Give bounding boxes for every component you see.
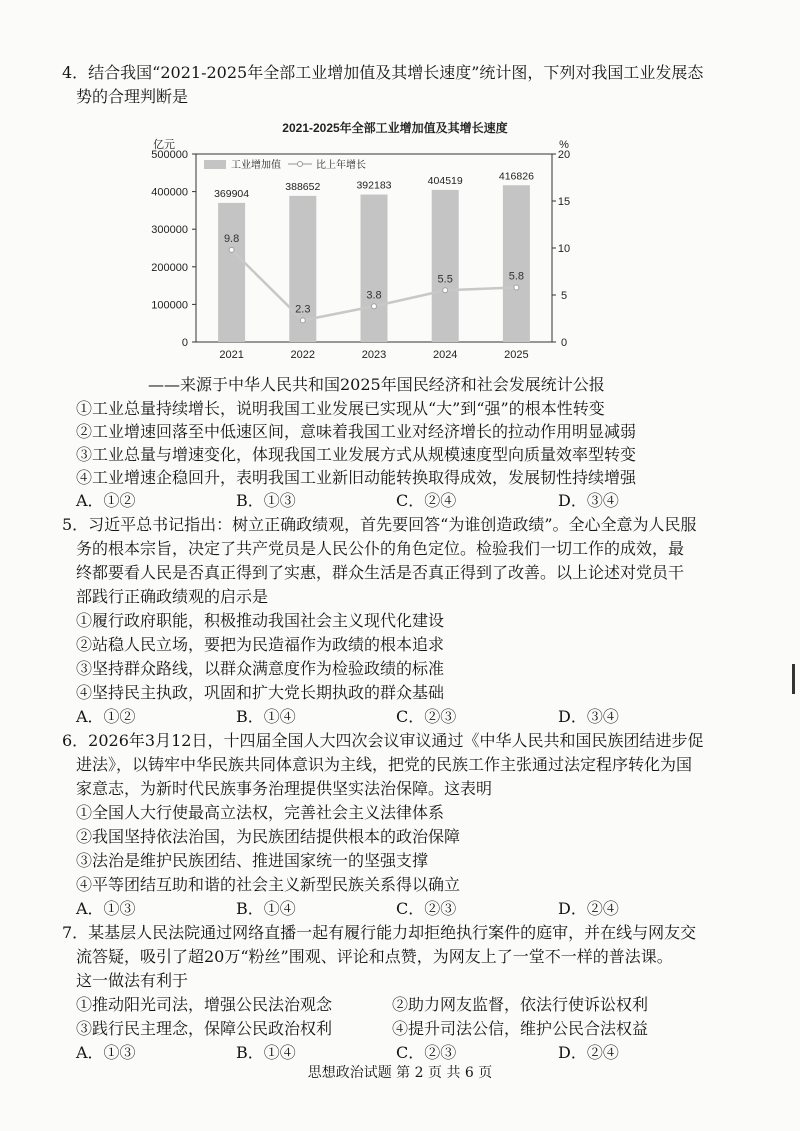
bar-value-label: 369904 <box>214 187 250 200</box>
x-axis-tick-label: 2024 <box>432 349 458 361</box>
q5-item-1: ①履行政府职能，积极推动我国社会主义现代化建设 <box>76 611 445 630</box>
q5-item-4: ④坚持民主执政，巩固和扩大党长期执政的群众基础 <box>76 683 445 702</box>
x-axis-tick-label: 2021 <box>219 349 244 361</box>
bar <box>432 190 459 342</box>
q6-item-4: ④平等团结互助和谐的社会主义新型民族关系得以确立 <box>76 875 461 894</box>
q6-item-3: ③法治是维护民族团结、推进国家统一的坚强支撑 <box>76 851 429 870</box>
left-axis-tick-label: 400000 <box>151 186 188 199</box>
x-axis-tick-label: 2023 <box>361 349 387 361</box>
right-axis-unit: % <box>559 139 569 151</box>
q6-option-a[interactable]: A．①③ <box>76 899 136 918</box>
chart-title: 2021-2025年全部工业增加值及其增长速度 <box>282 121 508 135</box>
growth-point <box>514 285 519 290</box>
q6-option-b[interactable]: B．①④ <box>236 899 296 918</box>
left-axis-tick-label: 500000 <box>151 149 188 161</box>
left-axis-tick-label: 100000 <box>151 299 188 312</box>
bar-value-label: 388652 <box>285 180 321 193</box>
growth-value-label: 3.8 <box>366 289 382 302</box>
q5-stem-line-3: 终都要看人民是否真正得到了实惠，群众生活是否真正得到了改善。以上论述对党员干 <box>76 563 685 582</box>
q5-option-a[interactable]: A．①② <box>76 707 136 726</box>
page-footer: 思想政治试题 第 2 页 共 6 页 <box>307 1065 493 1081</box>
right-axis-tick-label: 10 <box>557 243 571 255</box>
q5-item-2: ②站稳人民立场，要把为民造福作为政绩的根本追求 <box>76 635 445 654</box>
right-axis-tick-label: 15 <box>557 196 571 208</box>
left-axis-tick-label: 0 <box>181 337 188 349</box>
x-axis-tick-label: 2022 <box>290 349 316 361</box>
q4-option-b[interactable]: B．①③ <box>236 491 296 510</box>
q7-item-4: ④提升司法公信，维护公民合法权益 <box>392 1019 649 1038</box>
q5-option-c[interactable]: C．②③ <box>396 707 457 726</box>
q6-stem-line-1: 6．2026年3月12日，十四届全国人大四次会议审议通过《中华人民共和国民族团结进步促 <box>62 731 704 750</box>
left-axis-tick-label: 200000 <box>151 261 188 274</box>
growth-value-label: 9.8 <box>223 232 240 245</box>
bar <box>361 195 388 342</box>
q5-item-3: ③坚持群众路线，以群众满意度作为检验政绩的标准 <box>76 659 445 678</box>
q6-stem-line-2: 进法》，以铸牢中华民族共同体意识为主线，把党的民族工作主张通过法定程序转化为国 <box>76 755 693 774</box>
q4-item-2: ②工业增速回落至中低速区间，意味着我国工业对经济增长的拉动作用明显减弱 <box>76 422 637 441</box>
q4-stem-line-2: 势的合理判断是 <box>76 87 189 106</box>
growth-point <box>443 288 448 293</box>
x-axis-tick-label: 2025 <box>504 349 529 361</box>
legend-line-marker <box>298 162 303 167</box>
q6-stem-line-3: 家意志，为新时代民族事务治理提供坚实法治保障。这表明 <box>76 779 493 798</box>
q7-item-2: ②助力网友监督，依法行使诉讼权利 <box>392 995 649 1014</box>
q7-item-3: ③践行民主理念，保障公民政治权利 <box>76 1019 333 1038</box>
q5-options <box>76 706 736 728</box>
growth-value-label: 5.5 <box>437 273 453 286</box>
growth-value-label: 5.8 <box>508 270 525 283</box>
q6-item-2: ②我国坚持依法治国，为民族团结提供根本的政治保障 <box>76 827 461 846</box>
q7-option-c[interactable]: C．②③ <box>396 1043 457 1062</box>
q5-stem-line-4: 部践行正确政绩观的启示是 <box>76 587 269 606</box>
q4-item-3: ③工业总量与增速变化，体现我国工业发展方式从规模速度型向质量效率型转变 <box>76 445 637 464</box>
growth-point <box>229 247 234 252</box>
q5-stem-line-1: 5．习近平总书记指出：树立正确政绩观，首先要回答“为谁创造政绩”。全心全意为人民服 <box>62 515 697 534</box>
q4-option-c[interactable]: C．②④ <box>396 491 457 510</box>
chart-legend <box>204 158 366 171</box>
plot-area <box>151 149 570 361</box>
q7-option-b[interactable]: B．①④ <box>236 1043 296 1062</box>
growth-value-label: 2.3 <box>295 303 311 316</box>
q5-option-d[interactable]: D．③④ <box>558 707 619 726</box>
industry-chart <box>140 116 590 362</box>
right-axis-tick-label: 0 <box>560 337 568 349</box>
q7-stem-line-2: 流答疑，吸引了超20万“粉丝”围观、评论和点赞，为网友上了一堂不一样的普法课。 <box>76 947 673 966</box>
q7-stem-line-1: 7．某基层人民法院通过网络直播一起有履行能力却拒绝执行案件的庭审，并在线与网友交 <box>62 923 697 942</box>
q7-items-row-2 <box>76 1018 736 1040</box>
q4-option-a[interactable]: A．①② <box>76 491 136 510</box>
bar-value-label: 404519 <box>427 174 463 187</box>
q6-options <box>76 898 736 920</box>
bar-value-label: 416826 <box>498 170 534 183</box>
q7-items-row-1 <box>76 994 736 1016</box>
q4-options <box>76 490 736 512</box>
q5-stem-line-2: 务的根本宗旨，决定了共产党员是人民公仆的角色定位。检验我们一切工作的成效，最 <box>76 539 685 558</box>
q6-option-c[interactable]: C．②③ <box>396 899 457 918</box>
bar <box>218 203 245 342</box>
q4-stem-line-1: 4．结合我国“2021-2025年全部工业增加值及其增长速度”统计图，下列对我国工业发展态 <box>62 63 704 82</box>
chart-source-note: ——来源于中华人民共和国2025年国民经济和社会发展统计公报 <box>148 375 605 394</box>
q7-option-d[interactable]: D．②④ <box>558 1043 619 1062</box>
left-axis-unit: 亿元 <box>153 139 175 151</box>
growth-point <box>300 318 305 323</box>
bar <box>503 185 530 342</box>
q7-option-a[interactable]: A．①③ <box>76 1043 136 1062</box>
legend-bar-swatch <box>204 160 226 169</box>
q6-item-1: ①全国人大行使最高立法权，完善社会主义法律体系 <box>76 803 445 822</box>
right-axis-tick-label: 5 <box>560 290 568 302</box>
q4-item-1: ①工业总量持续增长，说明我国工业发展已实现从“大”到“强”的根本性转变 <box>76 399 605 418</box>
scan-edge-mark <box>792 664 795 694</box>
q6-option-d[interactable]: D．②④ <box>558 899 619 918</box>
q5-option-b[interactable]: B．①④ <box>236 707 296 726</box>
q4-option-d[interactable]: D．③④ <box>558 491 619 510</box>
q7-options <box>76 1042 736 1064</box>
q7-stem-line-3: 这一做法有利于 <box>76 971 189 990</box>
left-axis-tick-label: 300000 <box>151 224 188 237</box>
right-axis-tick-label: 20 <box>557 149 571 161</box>
bar-value-label: 392183 <box>356 179 392 192</box>
q7-item-1: ①推动阳光司法，增强公民法治观念 <box>76 995 333 1014</box>
legend-line-label: 比上年增长 <box>316 160 366 171</box>
legend-bar-label: 工业增加值 <box>231 160 281 171</box>
growth-point <box>372 304 377 309</box>
q4-item-4: ④工业增速企稳回升，表明我国工业新旧动能转换取得成效，发展韧性持续增强 <box>76 468 637 487</box>
